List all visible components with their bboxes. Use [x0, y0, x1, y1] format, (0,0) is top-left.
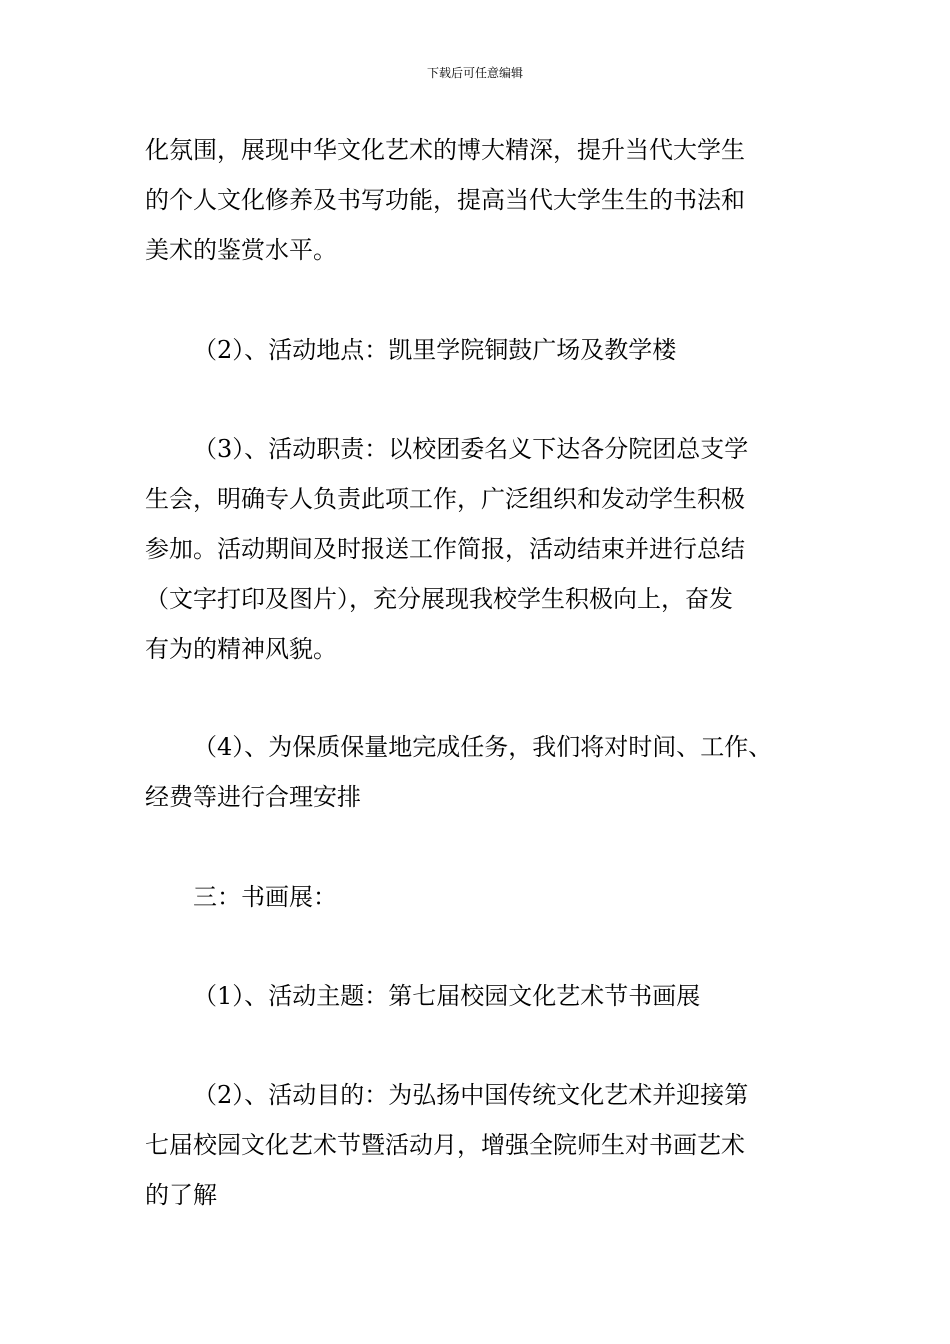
text-line: （1）、活动主题：第七届校园文化艺术节书画展: [193, 982, 701, 1010]
text-line: 美术的鉴赏水平。: [145, 236, 337, 264]
text-line: 的个人文化修养及书写功能，提高当代大学生生的书法和: [145, 186, 745, 214]
text-line: （4）、为保质保量地完成任务，我们将对时间、工作、: [193, 733, 773, 761]
text-line: 有为的精神风貌。: [145, 635, 337, 663]
paragraph-responsibility: [145, 424, 845, 674]
text-line: 三：书画展：: [193, 883, 337, 911]
text-line: 生会，明确专人负责此项工作，广泛组织和发动学生积极: [145, 485, 745, 513]
text-line: 化氛围，展现中华文化艺术的博大精深，提升当代大学生: [145, 136, 745, 164]
text-line: （2）、活动地点：凯里学院铜鼓广场及教学楼: [193, 336, 677, 364]
header-note: 下载后可任意编辑: [426, 66, 523, 80]
paragraph-location: [145, 325, 845, 375]
paragraph-theme: [145, 971, 845, 1021]
text-line: 的了解: [145, 1181, 217, 1209]
paragraph-arrangement: [145, 722, 845, 822]
text-line: （3）、活动职责：以校团委名义下达各分院团总支学: [193, 435, 749, 463]
paragraph-purpose: [145, 1070, 845, 1220]
section-heading: [145, 872, 845, 922]
text-line: 参加。活动期间及时报送工作简报，活动结束并进行总结: [145, 535, 745, 563]
text-line: （文字打印及图片），充分展现我校学生积极向上，奋发: [145, 585, 733, 613]
paragraph-continuation: [145, 125, 845, 275]
text-line: （2）、活动目的：为弘扬中国传统文化艺术并迎接第: [193, 1081, 749, 1109]
text-line: 七届校园文化艺术节暨活动月，增强全院师生对书画艺术: [145, 1131, 745, 1159]
text-line: 经费等进行合理安排: [145, 783, 361, 811]
